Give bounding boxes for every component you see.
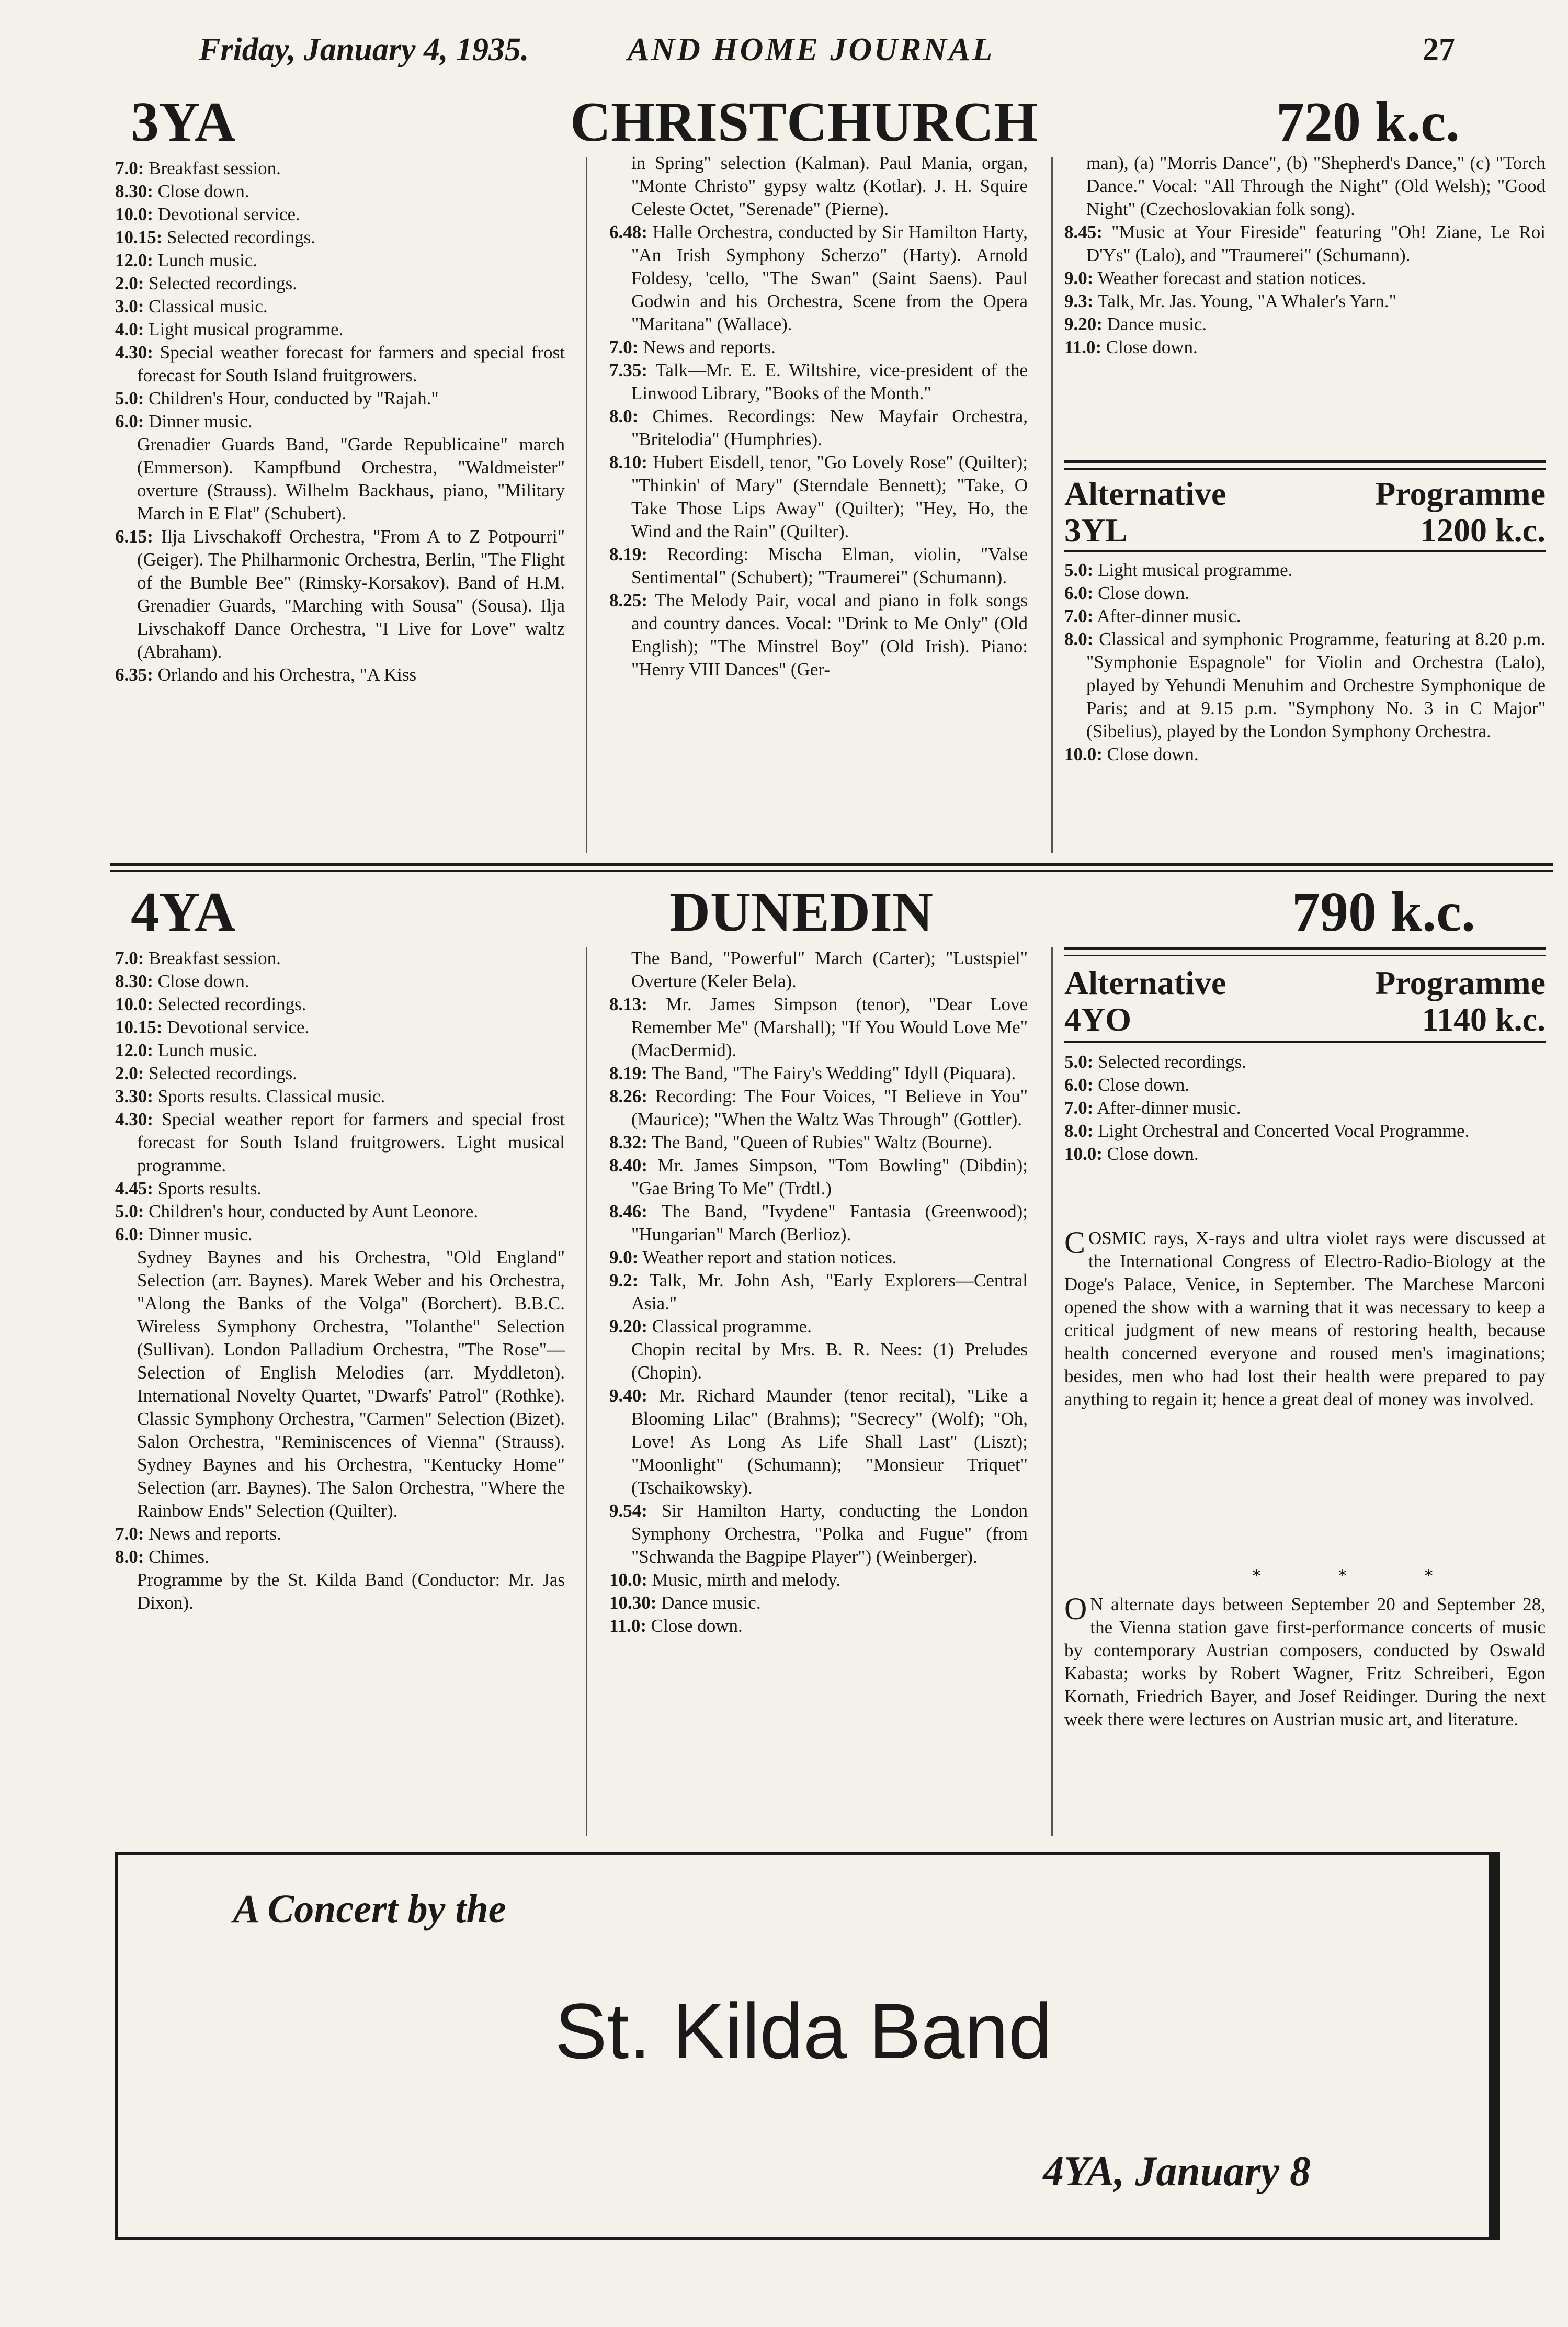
programme-text: Lunch music. [153, 1040, 258, 1060]
journal-title: AND HOME JOURNAL [628, 32, 995, 67]
alt-call-4yo: 4YO [1064, 1001, 1131, 1038]
programme-time: 9.0: [609, 1247, 639, 1268]
programme-item [115, 1200, 565, 1223]
programme-time: 6.0: [1064, 1075, 1094, 1095]
station-city-christchurch: CHRISTCHURCH [570, 91, 1038, 153]
programme-time: 7.0: [115, 1523, 144, 1544]
programme-text: Close down. [153, 181, 249, 201]
programme-item [609, 1154, 1028, 1200]
programme-text: Close down. [1093, 583, 1190, 603]
programme-item [115, 1016, 565, 1039]
programme-time: 10.0: [1064, 1144, 1103, 1164]
column-divider [586, 947, 587, 1836]
alt-underline [1064, 550, 1546, 552]
programme-time: 7.0: [115, 158, 144, 178]
programme-time: 6.15: [115, 526, 153, 547]
programme-text: Dinner music. [144, 1224, 253, 1245]
station-freq-3ya: 720 k.c. [1276, 91, 1460, 153]
programme-item [609, 1614, 1028, 1637]
programme-3ya-col2 [609, 152, 1028, 681]
programme-item [609, 221, 1028, 336]
programme-time: 7.0: [115, 948, 144, 968]
programme-item [115, 180, 565, 203]
programme-time: 5.0: [115, 1201, 144, 1222]
programme-3ya-col1 [115, 157, 565, 686]
programme-item [115, 387, 565, 410]
news-text: OSMIC rays, X-rays and ultra violet rays were discussed at the International Congress of Electro-Radio-Biology at the Doge's Palace, Venice, in September. The Marchese Marconi opened the show with a warning that it was necessary to keep a critical judgment of new means of restoring health, because health concerned everyone and roused men's imaginations; besides, men who had lost their health were prepared to pay anything to regain it; hence a great deal of money was involved. [1064, 1228, 1546, 1409]
ad-intro: A Concert by the [233, 1887, 506, 1931]
programme-time: 9.0: [1064, 268, 1094, 288]
programme-text: Lunch music. [153, 250, 258, 270]
programme-time: 7.0: [1064, 1098, 1094, 1118]
programme-text: Weather forecast and station notices. [1093, 268, 1366, 288]
programme-text: Chimes. [144, 1546, 209, 1567]
programme-item [115, 410, 565, 433]
programme-item [115, 1177, 565, 1200]
alt-freq-3yl: 1200 k.c. [1420, 512, 1546, 549]
programme-item [115, 157, 565, 180]
programme-item [115, 993, 565, 1016]
programme-text: Mr. Richard Maunder (tenor recital), "Like a Blooming Lilac" (Brahms); "Secrecy" (Wolf); "Oh, Love! As Long As Life Shall Last" (Liszt); "Moonlight" (Schumann); "Monsieur Triquet" (Tschaikowsky). [631, 1385, 1028, 1498]
programme-time: 6.35: [115, 664, 153, 685]
programme-text: The Band, "The Fairy's Wedding" Idyll (Piquara). [647, 1063, 1016, 1083]
programme-time: 7.35: [609, 360, 647, 380]
programme-item [115, 1568, 565, 1614]
programme-text: Classical programme. [647, 1316, 812, 1337]
programme-time: 7.0: [609, 337, 639, 357]
issue-date: Friday, January 4, 1935. [199, 32, 529, 67]
alt-programme-3yl-header [1064, 476, 1546, 555]
programme-item [1064, 1074, 1546, 1097]
programme-time: 8.26: [609, 1086, 647, 1106]
programme-text: Talk—Mr. E. E. Wiltshire, vice-president of the Linwood Library, "Books of the Month." [631, 360, 1028, 403]
drop-cap: O [1064, 1591, 1087, 1626]
programme-item [1064, 559, 1546, 582]
station-call-4ya: 4YA [131, 881, 236, 943]
programme-time: 10.0: [115, 204, 153, 224]
programme-time: 4.30: [115, 342, 153, 363]
programme-item [609, 1568, 1028, 1591]
programme-text: Selected recordings. [144, 273, 297, 293]
programme-time: 12.0: [115, 250, 153, 270]
programme-item [115, 1545, 565, 1568]
programme-text: Sir Hamilton Harty, conducting the London Symphony Orchestra, "Polka and Fugue" (from "Schwanda the Bagpipe Player") (Weinberger). [631, 1500, 1028, 1567]
programme-text: Selected recordings. [162, 227, 315, 247]
programme-item [609, 405, 1028, 451]
programme-text: Dinner music. [144, 411, 253, 432]
programme-text: Devotional service. [153, 204, 300, 224]
programme-text: Close down. [1102, 1144, 1199, 1164]
programme-text: The Band, "Powerful" March (Carter); "Lustspiel" Overture (Keler Bela). [631, 948, 1028, 991]
programme-text: man), (a) "Morris Dance", (b) "Shepherd's Dance," (c) "Torch Dance." Vocal: "All Through the Night" (Old Welsh); "Good Night" (Czechoslovakian folk song). [1086, 153, 1546, 219]
programme-time: 6.0: [115, 1224, 144, 1245]
drop-cap: C [1064, 1225, 1086, 1260]
programme-item [609, 1246, 1028, 1269]
programme-item [1064, 336, 1546, 359]
programme-text: Talk, Mr. John Ash, "Early Explorers—Central Asia." [631, 1270, 1028, 1314]
programme-text: Children's hour, conducted by Aunt Leonore. [144, 1201, 479, 1222]
programme-text: News and reports. [144, 1523, 281, 1544]
programme-text: The Melody Pair, vocal and piano in folk songs and country dances. Vocal: "Drink to Me Only" (Old English); "The Minstrel Boy" (Old Irish). Piano: "Henry VIII Dances" (Ger- [631, 590, 1028, 680]
alt-freq-4yo: 1140 k.c. [1422, 1001, 1546, 1038]
programme-item [609, 1591, 1028, 1614]
programme-item [609, 993, 1028, 1062]
alt-programme-label: Programme [1375, 475, 1546, 512]
programme-text: Breakfast session. [144, 158, 281, 178]
programme-time: 8.32: [609, 1132, 647, 1153]
programme-item [115, 318, 565, 341]
programme-text: Close down. [1102, 744, 1199, 764]
programme-text: Orlando and his Orchestra, "A Kiss [153, 664, 417, 685]
programme-text: Chopin recital by Mrs. B. R. Nees: (1) Preludes (Chopin). [631, 1339, 1028, 1383]
programme-item [609, 451, 1028, 543]
programme-item [115, 1223, 565, 1246]
programme-text: Close down. [1101, 337, 1198, 357]
programme-time: 8.25: [609, 590, 647, 611]
programme-text: Close down. [646, 1616, 743, 1636]
programme-item [115, 203, 565, 226]
programme-time: 9.3: [1064, 291, 1094, 311]
programme-3yl-items [1064, 559, 1546, 766]
alt-programme-label: Programme [1375, 964, 1546, 1001]
programme-time: 9.54: [609, 1500, 647, 1521]
programme-item [115, 663, 565, 686]
programme-text: Recording: Mischa Elman, violin, "Valse Sentimental" (Schubert); "Traumerei" (Schumann). [631, 544, 1028, 588]
programme-text: After-dinner music. [1093, 1098, 1241, 1118]
programme-text: Light Orchestral and Concerted Vocal Programme. [1093, 1121, 1470, 1141]
programme-item [115, 295, 565, 318]
programme-item [609, 1338, 1028, 1384]
programme-text: The Band, "Ivydene" Fantasia (Greenwood); "Hungarian" March (Berlioz). [631, 1201, 1028, 1245]
programme-item [1064, 313, 1546, 336]
programme-text: News and reports. [638, 337, 776, 357]
programme-time: 10.0: [115, 994, 153, 1014]
alt-label: Alternative [1064, 964, 1226, 1001]
programme-item [115, 1522, 565, 1545]
programme-text: Recording: The Four Voices, "I Believe in You" (Maurice); "When the Waltz Was Through" (Gottler). [631, 1086, 1028, 1129]
programme-text: After-dinner music. [1093, 606, 1241, 626]
programme-time: 3.30: [115, 1086, 153, 1106]
page-number: 27 [1423, 32, 1455, 67]
programme-item [115, 1246, 565, 1522]
programme-time: 7.0: [1064, 606, 1094, 626]
programme-item [115, 433, 565, 525]
concert-advertisement [115, 1852, 1500, 2240]
programme-4yo-items [1064, 1050, 1546, 1166]
station-city-dunedin: DUNEDIN [669, 881, 934, 943]
programme-text: Programme by the St. Kilda Band (Conductor: Mr. Jas Dixon). [137, 1569, 565, 1613]
programme-3ya-col3 [1064, 152, 1546, 359]
programme-time: 8.46: [609, 1201, 647, 1222]
programme-text: Music, mirth and melody. [647, 1569, 840, 1590]
programme-item [115, 226, 565, 249]
station-call-3ya: 3YA [131, 91, 236, 153]
programme-time: 4.0: [115, 319, 144, 340]
programme-time: 5.0: [1064, 560, 1094, 580]
programme-item [609, 1269, 1028, 1315]
alt-programme-4yo-header [1064, 965, 1546, 1044]
programme-time: 4.45: [115, 1178, 153, 1199]
programme-item [1064, 582, 1546, 605]
column-divider [586, 157, 587, 853]
programme-time: 8.0: [115, 1546, 144, 1567]
news-text: N alternate days between September 20 and September 28, the Vienna station gave first-performance concerts of music by contemporary Austrian composers, conducted by Oswald Kabasta; works by Robert Wagner, Fritz Schreiberi, Egon Kornath, Friedrich Bayer, and Josef Reidinger. During the next week there were lectures on Austrian music art, and literature. [1064, 1594, 1546, 1730]
programme-item [115, 525, 565, 663]
programme-text: Talk, Mr. Jas. Young, "A Whaler's Yarn." [1093, 291, 1396, 311]
programme-text: Selected recordings. [1093, 1052, 1246, 1072]
programme-time: 3.0: [115, 296, 144, 317]
programme-item [609, 359, 1028, 405]
programme-time: 4.30: [115, 1109, 153, 1129]
programme-time: 8.0: [1064, 1121, 1094, 1141]
programme-text: Breakfast session. [144, 948, 281, 968]
programme-text: Classical music. [144, 296, 268, 317]
programme-text: Halle Orchestra, conducted by Sir Hamilton Harty, "An Irish Symphony Scherzo" (Harty). Arnold Foldesy, 'cello, "The Swan" (Saint Saens). Paul Godwin and his Orchestra, Scene from the Opera "Maritana" (Wallace). [631, 222, 1028, 334]
programme-time: 10.15: [115, 227, 163, 247]
programme-text: Mr. James Simpson, "Tom Bowling" (Dibdin); "Gae Bring To Me" (Trdtl.) [631, 1155, 1028, 1199]
programme-item [609, 1131, 1028, 1154]
programme-item [1064, 152, 1546, 221]
programme-item [609, 1085, 1028, 1131]
programme-item [115, 1085, 565, 1108]
programme-text: Light musical programme. [1093, 560, 1293, 580]
programme-item [115, 249, 565, 272]
programme-item [609, 336, 1028, 359]
programme-text: Sydney Baynes and his Orchestra, "Old England" Selection (arr. Baynes). Marek Weber and his Orchestra, "Along the Banks of the Volga" (Borchert). B.B.C. Wireless Symphony Orchestra, "Iolanthe" Selection (Sullivan). London Palladium Orchestra, "The Rose"—Selection of English Melodies (arr. Myddleton). International Novelty Quartet, "Dwarfs' Patrol" (Rothke). Classic Symphony Orchestra, "Carmen" Selection (Bizet). Salon Orchestra, "Reminiscences of Vienna" (Strauss). Sydney Baynes and his Orchestra, "Kentucky Home" Selection (arr. Baynes). The Salon Orchestra, "Where the Rainbow Ends" Selection (Quilter). [137, 1247, 565, 1521]
programme-text: Light musical programme. [144, 319, 344, 340]
programme-text: in Spring" selection (Kalman). Paul Mania, organ, "Monte Christo" gypsy waltz (Kotlar). J. H. Squire Celeste Octet, "Serenade" (Pierne). [631, 153, 1028, 219]
programme-item [1064, 628, 1546, 743]
programme-time: 10.15: [115, 1017, 163, 1037]
programme-text: Grenadier Guards Band, "Garde Republicaine" march (Emmerson). Kampfbund Orchestra, "Waldmeister" overture (Strauss). Wilhelm Backhaus, piano, "Military March in E Flat" (Schubert). [137, 434, 565, 524]
alt-underline [1064, 1041, 1546, 1043]
alt-call-3yl: 3YL [1064, 512, 1128, 549]
programme-item [115, 1062, 565, 1085]
programme-item [115, 1039, 565, 1062]
programme-text: Dance music. [656, 1592, 761, 1613]
programme-item [1064, 267, 1546, 290]
programme-time: 10.0: [609, 1569, 647, 1590]
programme-item [609, 1200, 1028, 1246]
programme-time: 8.40: [609, 1155, 647, 1176]
programme-text: Classical and symphonic Programme, featuring at 8.20 p.m. "Symphonie Espagnole" for Violin and Orchestra (Lalo), played by Yehundi Menuhim and Orchestre Symphonique de Paris; and at 9.15 p.m. "Symphony No. 3 in C Major" (Sibelius), played by the London Symphony Orchestra. [1086, 629, 1546, 741]
programme-time: 2.0: [115, 273, 144, 293]
news-vienna-station [1064, 1593, 1546, 1731]
programme-time: 9.2: [609, 1270, 639, 1291]
programme-4ya-col1 [115, 947, 565, 1614]
ad-date: 4YA, January 8 [1043, 2149, 1311, 2195]
programme-text: Devotional service. [162, 1017, 310, 1037]
programme-item [1064, 605, 1546, 628]
programme-text: Close down. [1093, 1075, 1190, 1095]
programme-time: 8.0: [609, 406, 639, 426]
column-divider [1051, 947, 1053, 1836]
programme-time: 11.0: [609, 1616, 646, 1636]
programme-time: 8.0: [1064, 629, 1094, 649]
programme-time: 8.45: [1064, 222, 1103, 242]
alt-programme-rule [1064, 460, 1546, 470]
programme-text: Selected recordings. [153, 994, 306, 1014]
station-freq-4ya: 790 k.c. [1292, 881, 1475, 943]
alt-programme-rule [1064, 947, 1546, 956]
programme-item [115, 1108, 565, 1177]
programme-text: Special weather forecast for farmers and special frost forecast for South Island fruitgrowers. [137, 342, 565, 386]
ad-title: St. Kilda Band [554, 1987, 1052, 2075]
column-divider [1051, 157, 1053, 853]
programme-item [115, 272, 565, 295]
programme-time: 5.0: [115, 388, 144, 409]
programme-item [1064, 1050, 1546, 1074]
programme-text: Selected recordings. [144, 1063, 297, 1083]
programme-item [609, 1384, 1028, 1499]
programme-item [1064, 290, 1546, 313]
programme-time: 11.0: [1064, 337, 1101, 357]
programme-item [1064, 1143, 1546, 1166]
section-divider [110, 863, 1553, 872]
programme-time: 8.19: [609, 1063, 647, 1083]
programme-time: 8.10: [609, 452, 647, 472]
section-stars: * * * [1253, 1567, 1470, 1585]
programme-time: 8.30: [115, 181, 153, 201]
programme-item [1064, 221, 1546, 267]
programme-item [609, 543, 1028, 589]
programme-text: Weather report and station notices. [638, 1247, 897, 1268]
programme-item [1064, 743, 1546, 766]
programme-item [609, 1315, 1028, 1338]
programme-time: 10.0: [1064, 744, 1103, 764]
programme-time: 8.13: [609, 994, 647, 1014]
programme-text: Ilja Livschakoff Orchestra, "From A to Z Potpourri" (Geiger). The Philharmonic Orchestra, Berlin, "The Flight of the Bumble Bee" (Rimsky-Korsakov). Band of H.M. Grenadier Guards, "Marching with Sousa" (Sousa). Ilja Livschakoff Dance Orchestra, "I Live for Love" waltz (Abraham). [137, 526, 565, 662]
programme-text: Mr. James Simpson (tenor), "Dear Love Remember Me" (Marshall); "If You Would Love Me" (MacDermid). [631, 994, 1028, 1060]
programme-text: Dance music. [1102, 314, 1207, 334]
programme-item [115, 970, 565, 993]
programme-time: 9.40: [609, 1385, 647, 1406]
programme-time: 12.0: [115, 1040, 153, 1060]
programme-time: 6.0: [1064, 583, 1094, 603]
programme-time: 5.0: [1064, 1052, 1094, 1072]
programme-time: 8.30: [115, 971, 153, 991]
programme-text: Close down. [153, 971, 249, 991]
programme-item [115, 341, 565, 387]
programme-text: Sports results. [153, 1178, 262, 1199]
programme-time: 8.19: [609, 544, 647, 564]
programme-item [609, 589, 1028, 681]
programme-item [609, 152, 1028, 221]
programme-text: Hubert Eisdell, tenor, "Go Lovely Rose" (Quilter); "Thinkin' of Mary" (Sterndale Bennett); "Take, O Take Those Lips Away" (Quilter); "Hey, Ho, the Wind and the Rain" (Quilter). [631, 452, 1028, 541]
news-cosmic-rays [1064, 1227, 1546, 1411]
programme-item [1064, 1120, 1546, 1143]
programme-text: Children's Hour, conducted by "Rajah." [144, 388, 439, 409]
programme-text: The Band, "Queen of Rubies" Waltz (Bourne). [647, 1132, 993, 1153]
programme-item [1064, 1097, 1546, 1120]
programme-time: 10.30: [609, 1592, 657, 1613]
programme-time: 6.48: [609, 222, 647, 242]
programme-item [609, 1499, 1028, 1568]
programme-time: 2.0: [115, 1063, 144, 1083]
programme-text: Sports results. Classical music. [153, 1086, 385, 1106]
page-header [157, 21, 1517, 78]
programme-time: 9.20: [1064, 314, 1103, 334]
programme-time: 6.0: [115, 411, 144, 432]
alt-label: Alternative [1064, 475, 1226, 512]
programme-item [115, 947, 565, 970]
programme-text: Special weather report for farmers and special frost forecast for South Island fruitgrowers. Light musical programme. [137, 1109, 565, 1176]
programme-text: "Music at Your Fireside" featuring "Oh! Ziane, Le Roi D'Ys" (Lalo), and "Traumerei" (Schumann). [1086, 222, 1546, 265]
programme-4ya-col2 [609, 947, 1028, 1637]
programme-item [609, 1062, 1028, 1085]
programme-time: 9.20: [609, 1316, 647, 1337]
programme-item [609, 947, 1028, 993]
programme-text: Chimes. Recordings: New Mayfair Orchestra, "Britelodia" (Humphries). [631, 406, 1028, 449]
